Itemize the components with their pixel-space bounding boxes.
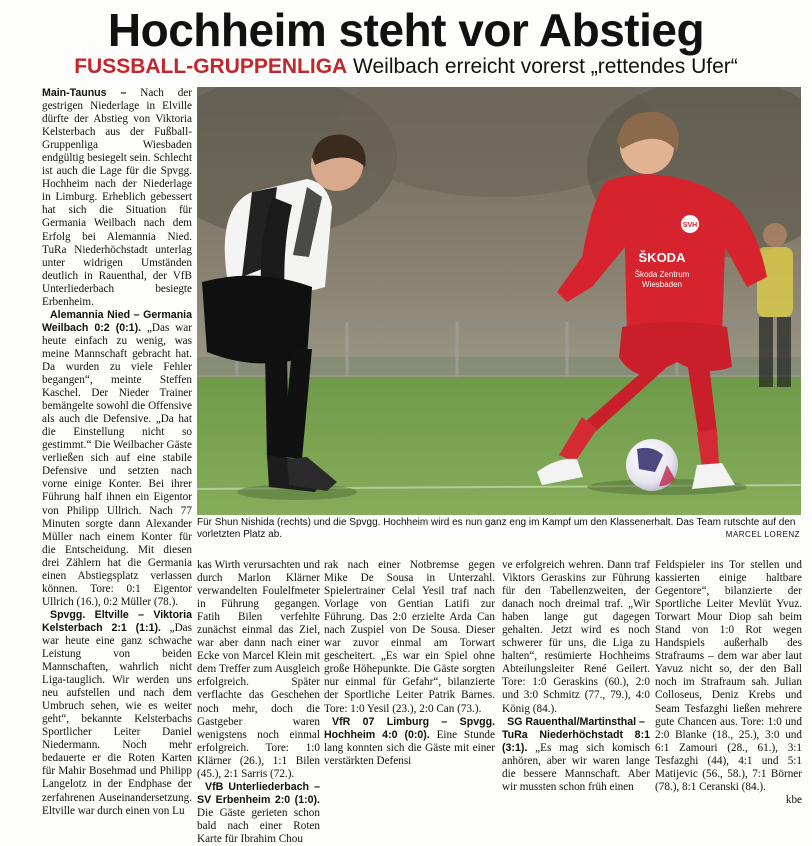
match-title: SG Rauenthal/Martinsthal –	[507, 715, 645, 728]
article-column-4	[502, 559, 650, 794]
match-title: TuRa Niederhöchstadt 8:1 (3:1).	[502, 728, 650, 754]
intro-paragraph	[42, 87, 192, 309]
jersey-sponsor: ŠKODA	[638, 250, 686, 265]
match-photo	[197, 87, 801, 515]
photo-caption: Für Shun Nishida (rechts) und die Spvgg. Hochheim wird es nun ganz eng im Kampf um den Klassenerhalt. Das Team rutschte auf den vorletzten Platz ab.	[197, 517, 796, 540]
article-column-3	[324, 559, 495, 768]
photo-credit: MARCEL LORENZ	[725, 530, 800, 539]
match-report-unterliederbach-erbenheim	[197, 781, 320, 846]
jersey-sponsor-line-3: Wiesbaden	[641, 280, 683, 289]
match-text-continued: Feldspieler ins Tor stellen und kassierten einige haltbare Gegentore“, bilanzierte der Sportliche Leiter Mevlüt Yvuz. Torwart Mour Diop sah beim Stand von 1:0 Rot wegen Handspiels außerhalb des Strafraums – dem war aber laut Yavuz nicht so, der den Ball noch im Strafraum sah. Julian Colloseus, Deniz Krebs und Seam Tesfazghi ließen mehrere gute Chancen aus. Tore: 1:0 und 2:0 Blanke (18., 25.), 3:0 und 6:1 Zamouri (28., 61.), 3:1 Tesfazghi (44), 4:1 und 5:1 Matijevic (56., 58.), 7:1 Börner (78.), 8:1 Ceranski (84.).	[655, 559, 802, 793]
match-text: Eine Stunde lang konnten sich die Gäste mit einer verstärkten Defensi	[324, 728, 495, 767]
subtitle: Weilbach erreicht vorerst „rettendes Ufer“	[353, 55, 738, 78]
subheadline	[0, 54, 812, 80]
football-players-image	[197, 87, 801, 515]
jersey-sponsor-line-2: Škoda Zentrum	[634, 270, 690, 279]
match-title: VfB Unterliederbach – SV Erbenheim 2:0 (1:0).	[197, 780, 320, 806]
match-text-continued: rak nach einer Notbremse gegen Mike De Sousa in Unterzahl. Spielertrainer Celal Yesil traf nach Vorlage von Gentian Latifi zur Führung. Das 2:0 erzielte Arda Can nach Zuspiel von De Sousa. Dieser war zuvor einmal am Torwart gescheitert. „Es war ein Spiel ohne große Höhepunkte. Die Gäste sorgten nur einmal für Gefahr“, bilanzierte der Sportliche Leiter Patrik Barnes. Tore: 1:0 Yesil (23.), 2:0 Can (73.).	[324, 559, 495, 715]
intro-text: Nach der gestrigen Niederlage in Elville dürfte der Abstieg von Viktoria Kelsterbach aus der Fußball-Gruppenliga Wiesbaden endgültig besiegelt sein. Schlecht ist auch die Lage für die Spvgg. Hochheim nach der Niederlage in Limburg. Erheblich gebessert hat sich die Situation für Germania Weilbach nach dem Erfolg bei Alemannia Nied. TuRa Niederhöchstadt unterlag unter widrigen Umständen deutlich in Rauenthal, der VfB Unterliederbach besiegte Erbenheim.	[42, 87, 192, 308]
author-signature: kbe	[785, 793, 802, 806]
match-report-nied-weilbach	[42, 309, 192, 609]
article-column-2	[197, 559, 320, 846]
match-text: „Es mag sich komisch anhören, aber wir waren lange die bessere Mannschaft. Aber wir mussten schon früh einen	[502, 741, 650, 793]
kicker: FUSSBALL-GRUPPENLIGA	[74, 55, 348, 78]
headline: Hochheim steht vor Abstieg	[107, 4, 705, 56]
match-text: Die Gäste gerieten schon bald nach einer Roten Karte für Ibrahim Chou	[197, 806, 320, 845]
match-report-limburg-hochheim	[324, 716, 495, 768]
svg-text:SVH: SVH	[682, 222, 698, 229]
match-title: VfR 07 Limburg – Spvgg. Hochheim 4:0 (0:0).	[324, 715, 495, 741]
article-column-1	[42, 87, 192, 818]
match-title: Spvgg. Eltville – Viktoria Kelsterbach 2:1 (1:1).	[42, 608, 192, 634]
match-text-continued: ve erfolgreich wehren. Dann traf Viktors Geraskins zur Führung für den Tabellenzweiten, der danach noch dreimal traf. „Wir haben lange gut dagegen gehalten. Jetzt wird es noch schwerer für uns, die Liga zu halten“, resümierte Hochheims Abteilungsleiter René Geilert. Tore: 1:0 Geraskins (60.), 2:0 und 3:0 Schmitz (77., 79.), 4:0 König (84.).	[502, 559, 650, 715]
article-column-5	[655, 559, 802, 807]
match-report-eltville-kelsterbach	[42, 609, 192, 818]
match-title-line-1	[502, 716, 650, 729]
match-title: Alemannia Nied – Germania Weilbach 0:2 (0:1).	[42, 308, 192, 334]
match-text: „Das war heute eine ganz schwache Leistung von beiden Mannschaften, wahrlich nicht Liga-tauglich. Wir werden uns neu aufstellen und nach dem Umbruch sehen, wie es weiter geht“, bekannte Kelsterbachs Sportlicher Leiter Daniel Niedermann. Noch mehr bedauerte er die Roten Karten für Mahir Bosehmad und Philipp Langelotz in der Endphase der zerfahrenen Auseinandersetzung. Eltville war durch einen von Lu	[42, 621, 192, 817]
match-text: „Das war heute einfach zu wenig, was meine Mannschaft gebracht hat. Da wurden zu viele Fehler begangen“, meinte Steffen Kaschel. Der Nieder Trainer bemängelte sowohl die Offensive als auch die Defensive. „Da hat die Einstellung nicht so gestimmt.“ Die Weilbacher Gäste verließen sich auf eine stabile Defensive und setzten nach vorne einige Konter. Bei ihrer Führung half ihnen ein Eigentor von Philipp Ullrich. Nach 77 Minuten sorgte dann Alexander Müller nach einem Konter für die Entscheidung. Mit diesen drei Zählern hat die Germania einen Abstiegsplatz verlassen können. Tore: 0:1 Eigentor Ullrich (16.), 0:2 Müller (78.).	[42, 321, 192, 608]
football	[626, 439, 678, 491]
match-report-rauenthal-niederhoechstadt	[502, 729, 650, 794]
match-text-continued: kas Wirth verursachten und durch Marlon Klärner verwandelten Foulelfmeter in Führung gegangen. Fatih Bilen verfehlte zunächst einmal das Ziel, war aber dann nach einer Ecke von Marcel Klein mit dem Treffer zum Ausgleich erfolgreich. Später verflachte das Geschehen noch mehr, doch die Gastgeber waren wenigstens noch einmal erfolgreich. Tore: 1:0 Klärner (26.), 1:1 Bilen (45.), 2:1 Sarris (72.).	[197, 559, 320, 780]
dateline: Main-Taunus –	[42, 87, 127, 99]
